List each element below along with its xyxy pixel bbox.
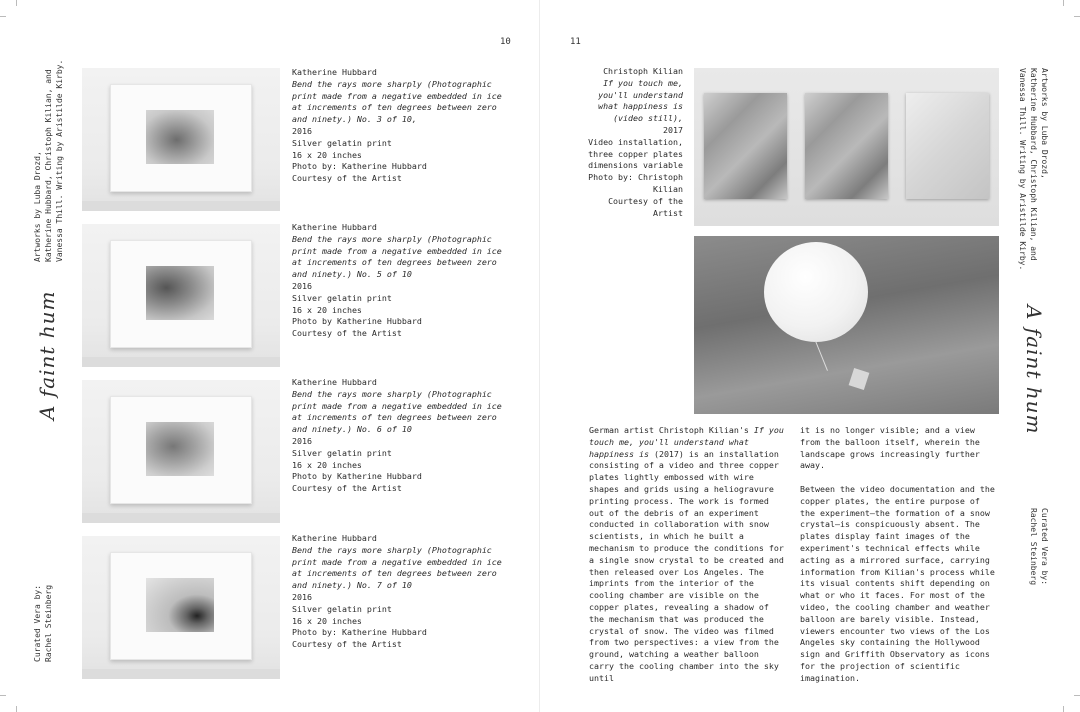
print — [146, 110, 214, 164]
page-number-left: 10 — [500, 37, 511, 47]
left-title-vertical: A faint hum — [35, 290, 59, 420]
left-credits-vertical: Artworks by Luba Drozd, Katherine Hubbard, Christoph Kilian, and Vanessa Thill. Writing by Aristilde Kirby. — [33, 59, 64, 262]
copper-plate — [805, 93, 888, 199]
crop-mark — [16, 0, 17, 6]
kilian-caption: Christoph Kilian If you touch me, you'll understand what happiness is (video still), 2017 Video installation, three copper plates dimensions variable Photo by: Christoph Kilian Courtesy of the Artist — [588, 66, 683, 218]
frame — [110, 240, 252, 348]
crop-mark — [0, 16, 6, 17]
caption-2: Katherine Hubbard Bend the rays more sharply (Photographic print made from a negative embedded in ice at increments of ten degrees between zero and ninety.) No. 5 of 10 2016 Silver gelatin print 16 x 20 inches Photo by Katherine Hubbard Courtesy of the Artist — [292, 222, 507, 339]
essay-column-1: German artist Christoph Kilian's If you touch me, you'll understand what happiness is (2017) is an installation consisting of a video and three copper plates lightly embossed with wire shapes and grids using a heliogravure printing process. The work is formed out of the debris of an experiment conducted in collaboration with snow scientists, in which he built a mechanism to produce the conditions for a single snow crystal to be created and then released over Los Angeles. The imprints from the interior of the cooling chamber are visible on the copper plates, revealing a shadow of the mechanism that was produced the crystal of snow. The video was filmed from two perspectives: a view from the ground, watching a weather balloon carry the cooling chamber into the sky until — [589, 425, 784, 683]
gallery-photo-1 — [82, 68, 280, 211]
cooling-chamber — [849, 368, 870, 390]
print — [146, 266, 214, 320]
print — [146, 578, 214, 632]
weather-balloon-video-still — [694, 236, 999, 414]
left-curated-vertical: Curated Vera by: Rachel Steinberg — [33, 584, 53, 662]
frame — [110, 552, 252, 660]
weather-balloon — [764, 242, 868, 342]
crop-mark — [1063, 0, 1064, 6]
crop-mark — [16, 706, 17, 712]
page-number-right: 11 — [570, 37, 581, 47]
caption-4: Katherine Hubbard Bend the rays more sharply (Photographic print made from a negative embedded in ice at increments of ten degrees between zero and ninety.) No. 7 of 10 2016 Silver gelatin print 16 x 20 inches Photo by: Katherine Hubbard Courtesy of the Artist — [292, 533, 507, 650]
frame — [110, 84, 252, 192]
right-curated-vertical: Curated Vera by: Rachel Steinberg — [1029, 508, 1049, 586]
gallery-photo-3 — [82, 380, 280, 523]
page-gutter — [539, 0, 540, 712]
right-title-vertical: A faint hum — [1022, 305, 1046, 435]
copper-plate — [906, 93, 989, 199]
copper-plate — [704, 93, 787, 199]
caption-3: Katherine Hubbard Bend the rays more sharply (Photographic print made from a negative embedded in ice at increments of ten degrees between zero and ninety.) No. 6 of 10 2016 Silver gelatin print 16 x 20 inches Photo by Katherine Hubbard Courtesy of the Artist — [292, 377, 507, 494]
gallery-photo-2 — [82, 224, 280, 367]
print — [146, 422, 214, 476]
crop-mark — [1063, 706, 1064, 712]
essay-column-2: it is no longer visible; and a view from the balloon itself, wherein the landscape grows increasingly further away. Between the video documentation and the copper plates, the entire purpose of the experiment—the formation of a snow crystal—is conspicuously absent. The plates display faint images of the experiment's technical effects while acting as a mirrored surface, carrying information from Kilian's process while its visual contents shift depending on what or who it faces. For most of the video, the cooling chamber and weather balloon are barely visible. Instead, viewers encounter two views of the Los Angeles sky containing the Hollywood sign and Griffith Observatory as icons for the projection of scientific imagination. — [800, 425, 995, 683]
right-credits-vertical: Artworks by Luba Drozd, Katherine Hubbard, Christoph Kilian, and Vanessa Thill. Writing by Aristilde Kirby. — [1018, 68, 1049, 271]
gallery-photo-4 — [82, 536, 280, 679]
crop-mark — [1074, 16, 1080, 17]
copper-plates-photo — [694, 68, 999, 226]
frame — [110, 396, 252, 504]
crop-mark — [1074, 695, 1080, 696]
caption-1: Katherine Hubbard Bend the rays more sharply (Photographic print made from a negative embedded in ice at increments of ten degrees between zero and ninety.) No. 3 of 10, 2016 Silver gelatin print 16 x 20 inches Photo by: Katherine Hubbard Courtesy of the Artist — [292, 67, 507, 184]
crop-mark — [0, 695, 6, 696]
